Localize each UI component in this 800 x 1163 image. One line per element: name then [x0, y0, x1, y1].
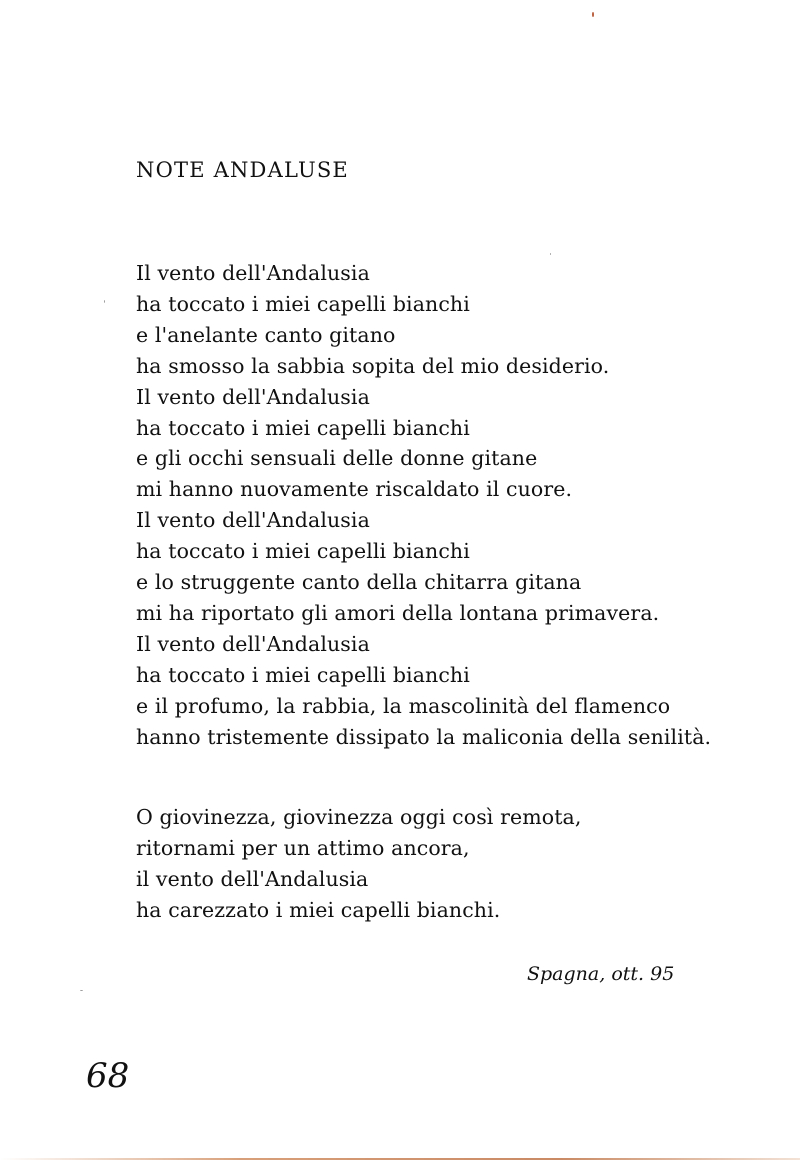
verse-line: ha toccato i miei capelli bianchi [136, 415, 470, 440]
verse-line: e il profumo, la rabbia, la mascolinità del flamenco [136, 693, 671, 718]
poem-title: NOTE ANDALUSE [136, 158, 349, 182]
verse-line: Il vento dell'Andalusia [136, 384, 370, 409]
print-speck [80, 990, 83, 991]
place-date-signature: Spagna, ott. 95 [527, 963, 675, 985]
verse-line: ha smosso la sabbia sopita del mio desiderio. [136, 353, 610, 378]
verse-line: O giovinezza, giovinezza oggi così remota, [136, 805, 582, 829]
verse-line: ha toccato i miei capelli bianchi [136, 662, 470, 687]
verse-line: ha toccato i miei capelli bianchi [136, 291, 470, 316]
verse-line: e gli occhi sensuali delle donne gitane [136, 446, 538, 471]
verse-line: Il vento dell'Andalusia [136, 631, 370, 656]
verse-line: mi ha riportato gli amori della lontana primavera. [136, 600, 660, 625]
print-speck [104, 300, 105, 303]
page-edge [0, 1158, 800, 1160]
verse-line: hanno tristemente dissipato la maliconia della senilità. [136, 724, 712, 749]
verse-line: e lo struggente canto della chitarra gitana [136, 570, 582, 595]
verse-line: ha toccato i miei capelli bianchi [136, 539, 470, 564]
verse-line: ha carezzato i miei capelli bianchi. [136, 897, 501, 922]
verse-line: il vento dell'Andalusia [136, 866, 369, 891]
print-speck [592, 12, 594, 17]
verse-line: ritornami per un attimo ancora, [136, 835, 470, 860]
verse-line: Il vento dell'Andalusia [136, 508, 370, 533]
verse-line: Il vento dell'Andalusia [136, 261, 370, 285]
verse-line: mi hanno nuovamente riscaldato il cuore. [136, 477, 573, 502]
print-speck [550, 253, 551, 255]
stanza-1 [136, 258, 711, 753]
page-number: 68 [86, 1056, 130, 1096]
stanza-2 [136, 802, 581, 926]
verse-line: e l'anelante canto gitano [136, 322, 396, 347]
